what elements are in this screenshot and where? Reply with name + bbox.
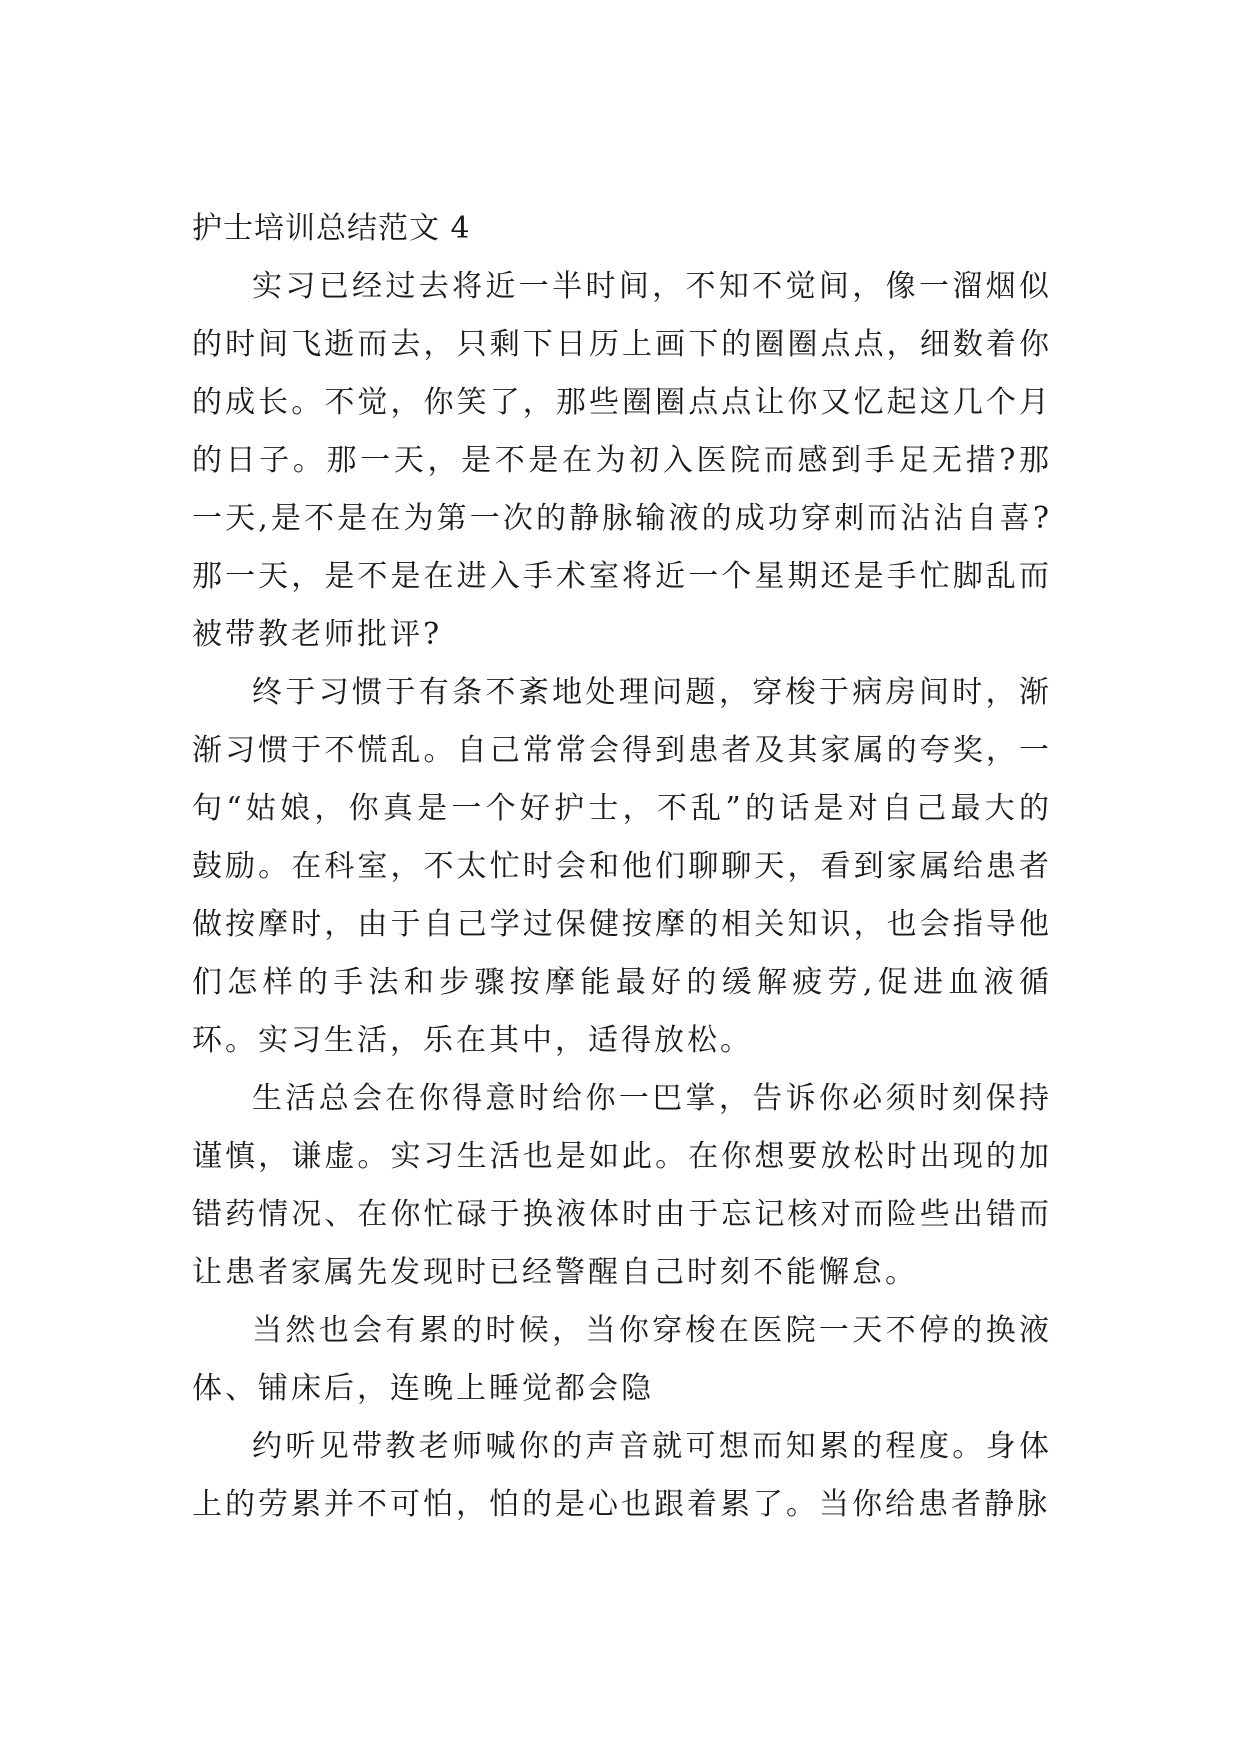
- paragraph-5: 约听见带教老师喊你的声音就可想而知累的程度。身体上的劳累并不可怕，怕的是心也跟着累了。当你给患者静脉: [192, 1429, 1052, 1522]
- paragraph-4: 当然也会有累的时候，当你穿梭在医院一天不停的换液体、铺床后，连晚上睡觉都会隐: [192, 1313, 1052, 1406]
- paragraph-2: 终于习惯于有条不紊地处理问题，穿梭于病房间时，渐渐习惯于不慌乱。自己常常会得到患者及其家属的夸奖，一句“姑娘，你真是一个好护士，不乱”的话是对自己最大的鼓励。在科室，不太忙时会和他们聊聊天，看到家属给患者做按摩时，由于自己学过保健按摩的相关知识，也会指导他们怎样的手法和步骤按摩能最好的缓解疲劳,促进血液循环。实习生活，乐在其中，适得放松。: [192, 675, 1052, 1058]
- document-body: [192, 200, 1052, 1534]
- paragraph-3: 生活总会在你得意时给你一巴掌，告诉你必须时刻保持谨慎，谦虚。实习生活也是如此。在你想要放松时出现的加错药情况、在你忙碌于换液体时由于忘记核对而险些出错而让患者家属先发现时已经警醒自己时刻不能懈怠。: [192, 1081, 1052, 1290]
- document-title: 护士培训总结范文 4: [192, 211, 471, 246]
- paragraph-1: 实习已经过去将近一半时间，不知不觉间，像一溜烟似的时间飞逝而去，只剩下日历上画下的圈圈点点，细数着你的成长。不觉，你笑了，那些圈圈点点让你又忆起这几个月的日子。那一天，是不是在为初入医院而感到手足无措?那一天,是不是在为第一次的静脉输液的成功穿刺而沾沾自喜?那一天，是不是在进入手术室将近一个星期还是手忙脚乱而被带教老师批评?: [192, 269, 1052, 652]
